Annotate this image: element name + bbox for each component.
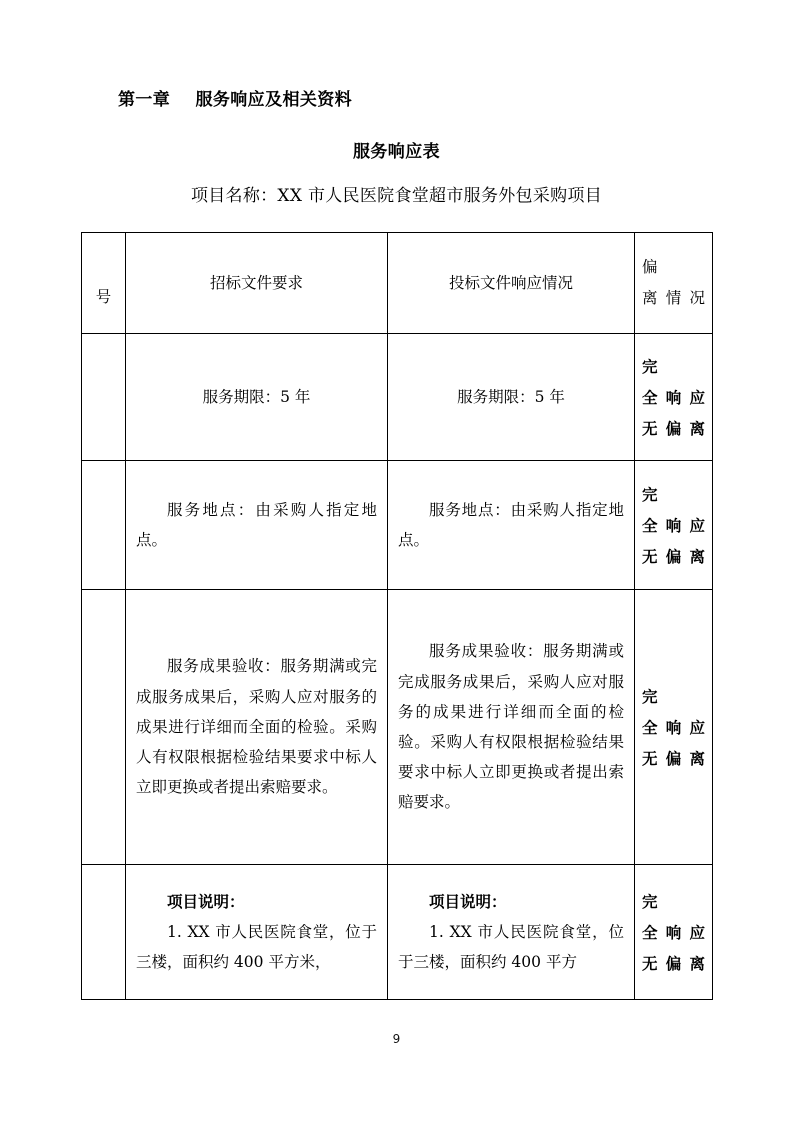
deviation-line-1: 完: [642, 356, 658, 376]
row-no-value: [82, 707, 125, 747]
header-cell-requirement: [126, 233, 388, 334]
row-cell-no: [82, 334, 126, 461]
deviation-stack: [642, 351, 705, 444]
row-no-value: [82, 912, 125, 952]
deviation-line-3: 无偏离: [642, 953, 705, 973]
deviation-line-1: 完: [642, 686, 658, 706]
table-row: [82, 865, 713, 1000]
page-number: 9: [392, 1032, 401, 1046]
deviation-line-2: 全响应: [642, 922, 705, 942]
requirement-text: 服务期限：5 年: [202, 387, 311, 406]
header-deviation-line-1: 偏: [642, 258, 658, 276]
header-cell-no: [82, 233, 126, 334]
response-text: 1. XX 市人民医院食堂，位于三楼，面积约 400 平方: [398, 922, 624, 972]
row-no-value: [82, 377, 125, 417]
requirement-text: 服务地点：由采购人指定地点。: [136, 500, 377, 549]
table-row: [82, 590, 713, 865]
deviation-line-2: 全响应: [642, 387, 705, 407]
requirement-text: 1. XX 市人民医院食堂，位于三楼，面积约 400 平方米，: [136, 922, 377, 972]
project-name-line: 项目名称：XX 市人民医院食堂超市服务外包采购项目: [190, 186, 603, 206]
chapter-heading: 第一章 服务响应及相关资料: [118, 90, 353, 110]
row-cell-no: [82, 590, 126, 865]
deviation-stack: [642, 479, 705, 572]
row-cell-response: [388, 865, 635, 1000]
response-heading: 项目说明：: [429, 891, 507, 911]
deviation-line-3: 无偏离: [642, 546, 705, 566]
table-row: [82, 461, 713, 590]
table-header-row: [82, 233, 713, 334]
row-cell-deviation: [635, 334, 713, 461]
header-no-label: 号: [95, 287, 112, 306]
requirement-heading: 项目说明：: [167, 891, 245, 911]
header-response-label: 投标文件响应情况: [448, 273, 573, 292]
row-cell-deviation: [635, 865, 713, 1000]
row-cell-response: [388, 590, 635, 865]
row-cell-deviation: [635, 590, 713, 865]
response-text: 服务地点：由采购人指定地点。: [398, 500, 624, 549]
deviation-stack: [642, 886, 705, 979]
response-text: 服务成果验收：服务期满或完成服务成果后，采购人应对服务的成果进行详细而全面的检验。采购人有权限根据检验结果要求中标人立即更换或者提出索赔要求。: [398, 642, 624, 812]
header-deviation-stack: [642, 252, 705, 314]
header-deviation-line-2: 离情况: [642, 289, 705, 307]
header-requirement-label: 招标文件要求: [209, 273, 303, 292]
row-cell-deviation: [635, 461, 713, 590]
deviation-line-3: 无偏离: [642, 418, 705, 438]
response-text: 服务期限：5 年: [457, 387, 565, 406]
header-cell-deviation: [635, 233, 713, 334]
table-row: [82, 334, 713, 461]
deviation-line-1: 完: [642, 891, 658, 911]
requirement-text: 服务成果验收：服务期满或完成服务成果后，采购人应对服务的成果进行详细而全面的检验。采购人有权限根据检验结果要求中标人立即更换或者提出索赔要求。: [136, 657, 377, 797]
table-title: 服务响应表: [353, 142, 440, 162]
row-cell-response: [388, 334, 635, 461]
row-cell-requirement: [126, 865, 388, 1000]
row-cell-response: [388, 461, 635, 590]
row-cell-requirement: [126, 590, 388, 865]
deviation-line-2: 全响应: [642, 717, 705, 737]
service-response-table: [81, 232, 713, 1000]
deviation-line-3: 无偏离: [642, 748, 705, 768]
row-no-value: [82, 505, 125, 545]
header-cell-response: [388, 233, 635, 334]
deviation-line-1: 完: [642, 484, 658, 504]
deviation-stack: [642, 681, 705, 774]
row-cell-no: [82, 461, 126, 590]
deviation-line-2: 全响应: [642, 515, 705, 535]
row-cell-no: [82, 865, 126, 1000]
row-cell-requirement: [126, 461, 388, 590]
row-cell-requirement: [126, 334, 388, 461]
